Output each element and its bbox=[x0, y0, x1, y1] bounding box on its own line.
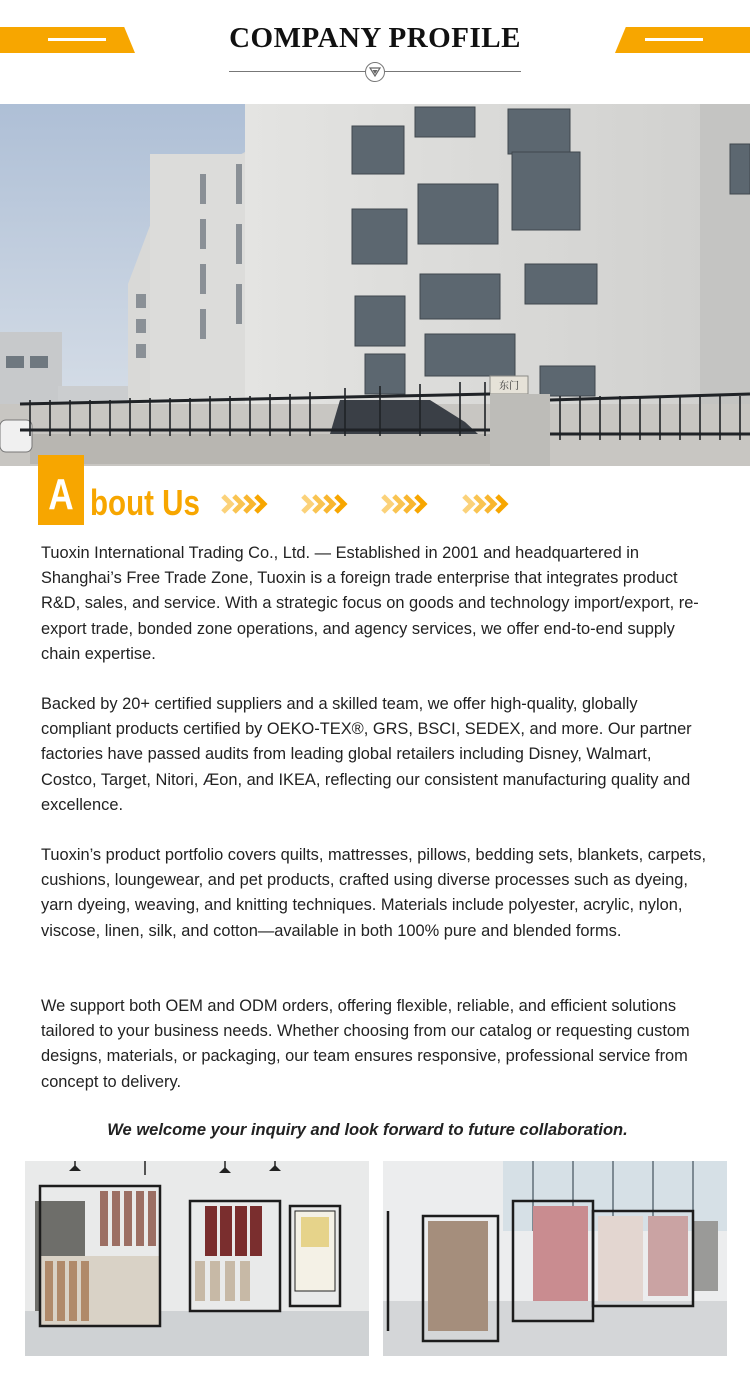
about-initial-letter: A bbox=[48, 470, 74, 519]
chevron-arrows-icon bbox=[381, 492, 439, 516]
chevron-down-icon bbox=[365, 62, 385, 82]
oem-odm-paragraph: We support both OEM and ODM orders, offering flexible, reliable, and efficient solutions tailored to your business needs. Whether choosing from our catalog or requesting custom designs, materials, or packaging, our team ensures responsive, professional service from concept to delivery. bbox=[41, 997, 690, 1091]
certification-paragraph: Backed by 20+ certified suppliers and a skilled team, we offer high-quality, globally compliant products certified by OEKO-TEX®, GRS, BSCI, SEDEX, and more. Our partner factories have passed audits from leading global retailers including Disney, Walmart, Costco, Target, Nitori, Æon, and IKEA, reflecting our consistent manufacturing quality and excellence. bbox=[41, 695, 692, 814]
chevron-arrows-icon bbox=[462, 492, 520, 516]
page-title: COMPANY PROFILE bbox=[229, 22, 521, 54]
chevron-arrows-icon bbox=[221, 492, 279, 516]
gate-sign-text: 东门 bbox=[499, 381, 519, 392]
showroom-blanket-racks-image bbox=[383, 1161, 727, 1356]
page-header bbox=[0, 0, 750, 100]
company-intro-paragraph: Tuoxin International Trading Co., Ltd. — Established in 2001 and headquartered in Shanghai’s Free Trade Zone, Tuoxin is a foreign trade enterprise that integrates product R&D, sales, and service. With a strategic focus on goods and technology import/export, re-export trade, bonded zone operations, and agency services, we offer end-to-end supply chain expertise. bbox=[41, 544, 699, 663]
showroom-fabric-racks-image bbox=[25, 1161, 369, 1356]
product-portfolio-paragraph: Tuoxin’s product portfolio covers quilts, mattresses, pillows, bedding sets, blankets, carpets, cushions, loungewear, and pet products, crafted using diverse processes such as dyeing, yarn dyeing, weaving, and knitting techniques. Materials include polyester, acrylic, nylon, viscose, linen, silk, and cotton—available in both 100% pure and blended forms. bbox=[41, 846, 707, 940]
chevron-arrows-icon bbox=[301, 492, 359, 516]
about-us-heading bbox=[38, 455, 738, 525]
welcome-statement: We welcome your inquiry and look forward to future collaboration. bbox=[107, 1121, 628, 1139]
factory-building-image bbox=[0, 104, 750, 466]
about-heading-text: bout Us bbox=[90, 482, 200, 523]
